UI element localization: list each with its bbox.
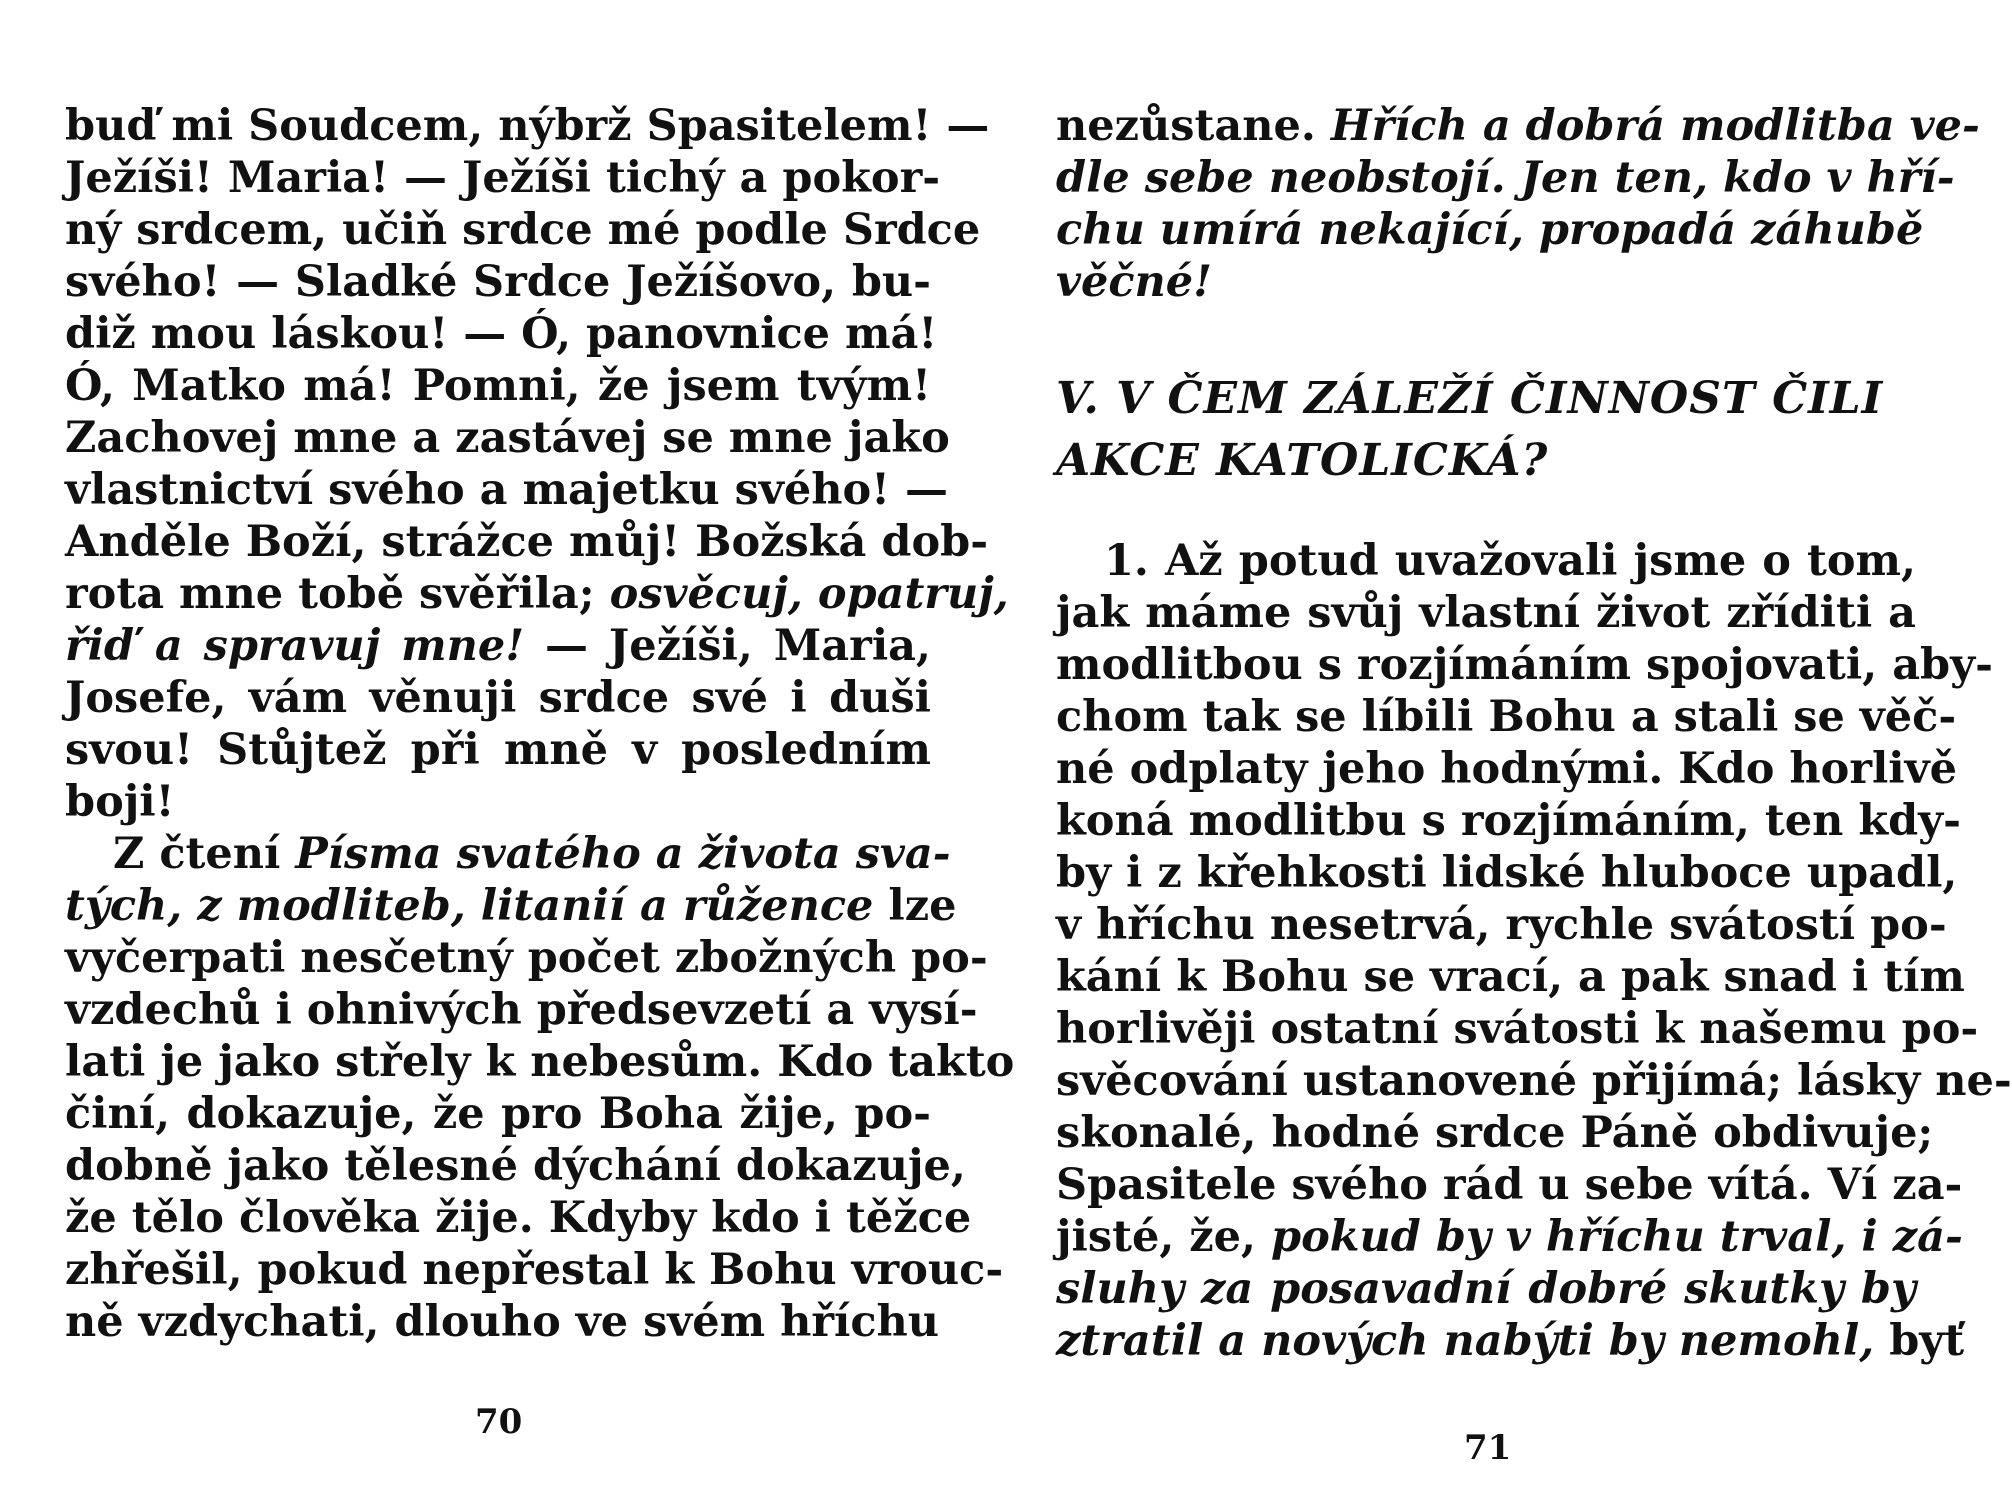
text-line: v hříchu nesetrvá, rychle svátostí po-: [1056, 900, 1947, 950]
text-line: boji!: [65, 777, 175, 827]
text-line: činí, dokazuje, že pro Boha žije, po-: [65, 1089, 931, 1139]
italic-run: Písma svatého a života sva-: [295, 829, 951, 879]
text-line: dobně jako tělesné dýchání dokazuje,: [65, 1141, 966, 1191]
section-body: [1056, 535, 2012, 1367]
italic-run: osvěcuj, opatruj,: [609, 569, 1009, 619]
text-run: rota mne tobě svěřila;: [65, 569, 595, 619]
text-line: [1056, 1211, 1963, 1263]
right-page: [986, 0, 2012, 1500]
text-line: Josefe, vám věnuji srdce své i duši: [65, 673, 931, 723]
text-line: ný srdcem, učiň srdce mé podle Srdce: [65, 205, 981, 255]
text-line: vzdechů i ohnivých předsevzetí a vysí-: [65, 985, 978, 1035]
text-line: horlivěji ostatní svátosti k našemu po-: [1056, 1004, 1979, 1054]
text-line: skonalé, hodné srdce Páně obdivuje;: [1056, 1108, 1934, 1158]
text-line: zhřešil, pokud nepřestal k Bohu vrouc-: [65, 1245, 1004, 1295]
italic-run: pokud by v hříchu trval, i zá-: [1271, 1212, 1963, 1262]
left-page-text: [65, 100, 1015, 1348]
text-line: svého! — Sladké Srdce Ježíšovo, bu-: [65, 257, 931, 307]
text-run: byť: [1889, 1316, 1965, 1366]
text-line: diž mou láskou! — Ó, panovnice má!: [65, 309, 938, 359]
text-line: svou! Stůjtež při mně v posledním: [65, 725, 931, 775]
text-run: Z čtení: [113, 829, 281, 879]
text-line: [65, 828, 951, 880]
text-line: né odplaty jeho hodnými. Kdo horlivě: [1056, 744, 1957, 794]
text-line: [65, 880, 957, 932]
italic-run: Hřích a dobrá modlitba ve-: [1330, 101, 1980, 151]
right-page-continuation: [1056, 100, 1980, 308]
text-line: 1. Až potud uvažovali jsme o tom,: [1104, 536, 1916, 586]
text-line: Zachovej mne a zastávej se mne jako: [65, 413, 950, 463]
text-line: vyčerpati nesčetný počet zbožných po-: [65, 933, 988, 983]
italic-run: řiď a spravuj mne!: [65, 621, 525, 671]
page-number: 70: [475, 1402, 523, 1442]
text-line: Anděle Boží, strážce můj! Božská dob-: [65, 517, 989, 567]
text-line: že tělo člověka žije. Kdyby kdo i těžce: [65, 1193, 972, 1243]
text-line: [1056, 1315, 1965, 1367]
text-line: modlitbou s rozjímáním spojovati, aby-: [1056, 640, 1993, 690]
text-line: chom tak se líbili Bohu a stali se věč-: [1056, 692, 1957, 742]
italic-run: ztratil a nových nabýti by nemohl,: [1056, 1316, 1875, 1366]
text-line: koná modlitbu s rozjímáním, ten kdy-: [1056, 796, 1962, 846]
text-line: [65, 620, 931, 672]
text-line: buď mi Soudcem, nýbrž Spasitelem! —: [65, 101, 990, 151]
text-line: chu umírá nekající, propadá záhubě: [1056, 205, 1924, 255]
text-line: [65, 568, 1009, 620]
text-line: [1056, 100, 1980, 152]
text-line: Ježíši! Maria! — Ježíši tichý a pokor-: [65, 153, 941, 203]
text-run: jisté, že,: [1056, 1212, 1257, 1262]
text-run: lze: [888, 881, 957, 931]
heading-line: AKCE KATOLICKÁ?: [1056, 435, 1549, 486]
italic-run: tých, z modliteb, litanií a růžence: [65, 881, 874, 931]
text-run: — Ježíši, Maria,: [545, 621, 931, 671]
text-line: svěcování ustanovené přijímá; lásky ne-: [1056, 1056, 2012, 1106]
text-line: věčné!: [1056, 257, 1213, 307]
text-run: nezůstane.: [1056, 101, 1316, 151]
text-line: ně vzdychati, dlouho ve svém hříchu: [65, 1297, 940, 1347]
text-line: lati je jako střely k nebesům. Kdo takto: [65, 1037, 1015, 1087]
heading-line: V. V ČEM ZÁLEŽÍ ČINNOST ČILI: [1056, 373, 1884, 424]
section-heading: [1056, 368, 1916, 492]
text-line: jak máme svůj vlastní život zříditi a: [1056, 588, 1916, 638]
text-line: sluhy za posavadní dobré skutky by: [1056, 1264, 1916, 1314]
text-line: Spasitele svého rád u sebe vítá. Ví za-: [1056, 1160, 1963, 1210]
text-line: by i z křehkosti lidské hluboce upadl,: [1056, 848, 1958, 898]
page-number: 71: [1464, 1428, 1512, 1468]
text-line: Ó, Matko má! Pomni, že jsem tvým!: [65, 361, 931, 411]
text-line: dle sebe neobstojí. Jen ten, kdo v hří-: [1056, 153, 1955, 203]
text-line: kání k Bohu se vrací, a pak snad i tím: [1056, 952, 1965, 1002]
text-line: vlastnictví svého a majetku svého! —: [65, 465, 948, 515]
